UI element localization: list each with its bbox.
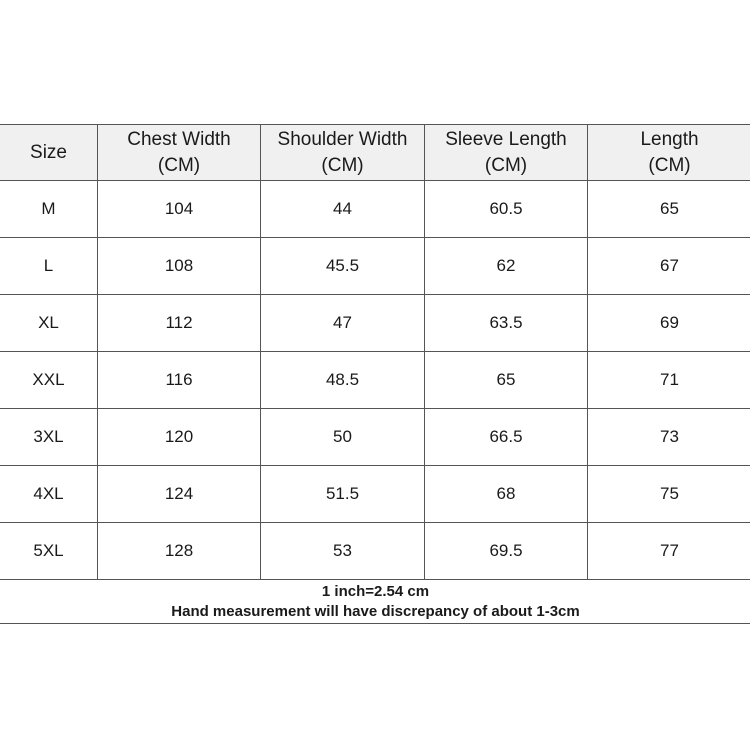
cell-shoulder-width: 45.5 <box>261 238 425 295</box>
header-shoulder-width-unit: (CM) <box>321 154 364 176</box>
header-sleeve-length-unit: (CM) <box>484 154 528 176</box>
cell-length: 67 <box>588 238 750 295</box>
cell-sleeve-length: 69.5 <box>425 523 588 580</box>
cell-length: 71 <box>588 352 750 409</box>
header-chest-width <box>98 125 261 181</box>
size-chart-table <box>0 124 750 624</box>
header-row <box>0 125 750 181</box>
header-size-label: Size <box>30 141 67 163</box>
cell-chest-width: 124 <box>98 466 261 523</box>
notes-cell <box>0 580 750 624</box>
table-row <box>0 523 750 580</box>
header-length-unit: (CM) <box>648 154 691 176</box>
table-row <box>0 466 750 523</box>
cell-sleeve-length: 66.5 <box>425 409 588 466</box>
table-row <box>0 409 750 466</box>
cell-shoulder-width: 51.5 <box>261 466 425 523</box>
table-row <box>0 181 750 238</box>
header-sleeve-length-label: Sleeve Length <box>445 128 567 150</box>
cell-chest-width: 116 <box>98 352 261 409</box>
cell-size: 3XL <box>0 409 98 466</box>
cell-size: 4XL <box>0 466 98 523</box>
unit-conversion-note: 1 inch=2.54 cm <box>321 582 430 600</box>
cell-chest-width: 128 <box>98 523 261 580</box>
cell-sleeve-length: 68 <box>425 466 588 523</box>
cell-length: 73 <box>588 409 750 466</box>
notes-row <box>0 580 750 624</box>
cell-shoulder-width: 48.5 <box>261 352 425 409</box>
cell-sleeve-length: 60.5 <box>425 181 588 238</box>
cell-size: M <box>0 181 98 238</box>
cell-chest-width: 112 <box>98 295 261 352</box>
header-shoulder-width <box>261 125 425 181</box>
header-sleeve-length <box>425 125 588 181</box>
cell-shoulder-width: 44 <box>261 181 425 238</box>
table-row <box>0 295 750 352</box>
header-size <box>0 125 98 181</box>
size-chart-body <box>0 181 750 624</box>
header-length-label: Length <box>640 128 699 150</box>
cell-length: 65 <box>588 181 750 238</box>
cell-length: 75 <box>588 466 750 523</box>
cell-sleeve-length: 65 <box>425 352 588 409</box>
cell-chest-width: 108 <box>98 238 261 295</box>
table-row <box>0 238 750 295</box>
header-chest-width-unit: (CM) <box>157 154 201 176</box>
cell-length: 69 <box>588 295 750 352</box>
cell-size: 5XL <box>0 523 98 580</box>
header-length <box>588 125 750 181</box>
cell-shoulder-width: 47 <box>261 295 425 352</box>
header-shoulder-width-label: Shoulder Width <box>277 128 408 150</box>
cell-shoulder-width: 50 <box>261 409 425 466</box>
cell-size: L <box>0 238 98 295</box>
header-chest-width-label: Chest Width <box>127 128 231 150</box>
cell-sleeve-length: 63.5 <box>425 295 588 352</box>
cell-chest-width: 120 <box>98 409 261 466</box>
cell-chest-width: 104 <box>98 181 261 238</box>
cell-size: XL <box>0 295 98 352</box>
cell-shoulder-width: 53 <box>261 523 425 580</box>
table-row <box>0 352 750 409</box>
cell-length: 77 <box>588 523 750 580</box>
measurement-discrepancy-note: Hand measurement will have discrepancy of about 1-3cm <box>171 602 580 620</box>
size-chart-header <box>0 125 750 181</box>
cell-size: XXL <box>0 352 98 409</box>
cell-sleeve-length: 62 <box>425 238 588 295</box>
